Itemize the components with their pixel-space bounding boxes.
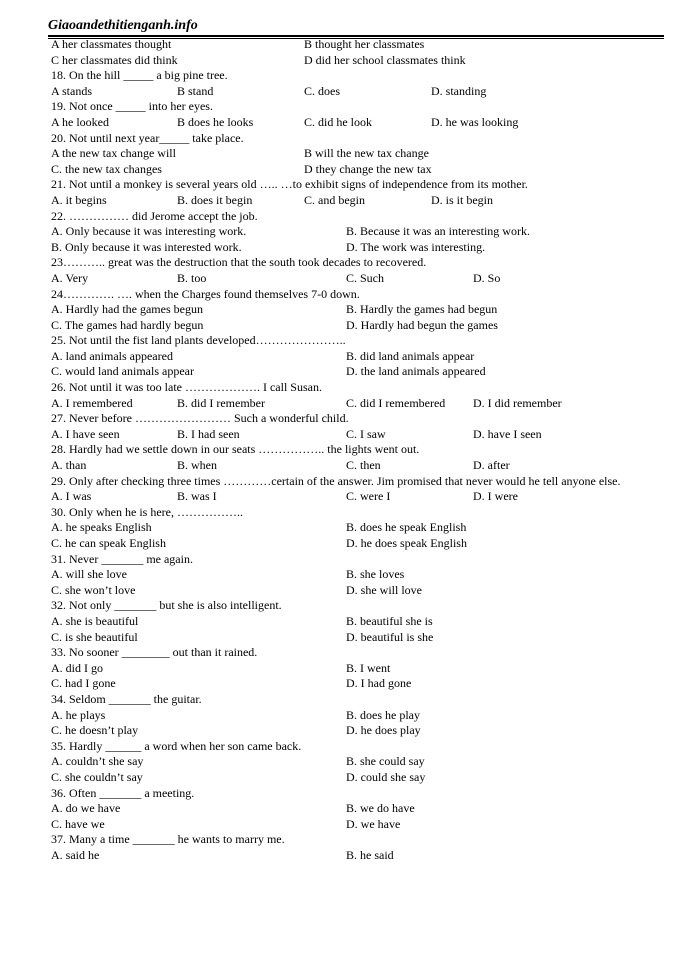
- question-stem: [51, 474, 661, 490]
- answer-options-row: [51, 583, 661, 599]
- answer-option: C her classmates did think: [51, 52, 178, 67]
- answer-option: C. would land animals appear: [51, 364, 194, 379]
- answer-option: B. does it begin: [177, 192, 253, 207]
- answer-options-row: [51, 349, 661, 365]
- answer-options-row: [51, 754, 661, 770]
- exercise-content: [51, 37, 661, 863]
- answer-options-row: [51, 567, 661, 583]
- answer-option: B. we do have: [346, 801, 415, 816]
- question-text: 29. Only after checking three times …………certain of the answer. Jim promised that never would he tell anyone else.: [51, 473, 621, 488]
- answer-option: B. was I: [177, 489, 217, 504]
- answer-option: A. I have seen: [51, 426, 120, 441]
- question-stem: [51, 786, 661, 802]
- question-text: 37. Many a time _______ he wants to marry me.: [51, 832, 285, 847]
- answer-option: B. Hardly the games had begun: [346, 302, 498, 317]
- answer-options-row: [51, 536, 661, 552]
- answer-option: D. I were: [473, 489, 518, 504]
- answer-options-row: [51, 801, 661, 817]
- question-stem: [51, 99, 661, 115]
- answer-option: A the new tax change will: [51, 146, 176, 161]
- answer-option: D. I did remember: [473, 395, 562, 410]
- question-stem: [51, 68, 661, 84]
- answer-options-row: [51, 630, 661, 646]
- question-text: 31. Never _______ me again.: [51, 551, 193, 566]
- answer-option: C. I saw: [346, 426, 386, 441]
- answer-option: A he looked: [51, 114, 109, 129]
- answer-options-row: [51, 427, 661, 443]
- answer-option: B thought her classmates: [304, 37, 425, 51]
- answer-option: B. did I remember: [177, 395, 265, 410]
- answer-option: A. land animals appeared: [51, 348, 173, 363]
- answer-options-row: [51, 53, 661, 69]
- answer-option: B. Only because it was interested work.: [51, 239, 242, 254]
- answer-options-row: [51, 162, 661, 178]
- question-stem: [51, 255, 661, 271]
- question-stem: [51, 739, 661, 755]
- answer-option: B. I had seen: [177, 426, 240, 441]
- answer-option: C. he doesn’t play: [51, 723, 139, 738]
- question-text: 28. Hardly had we settle down in our seats …………….. the lights went out.: [51, 442, 420, 457]
- answer-option: A. I remembered: [51, 395, 133, 410]
- answer-option: D. he does play: [346, 723, 421, 738]
- answer-options-row: [51, 84, 661, 100]
- answer-option: A. he speaks English: [51, 520, 152, 535]
- answer-option: D. we have: [346, 816, 401, 831]
- answer-option: C. The games had hardly begun: [51, 317, 204, 332]
- answer-option: B does he looks: [177, 114, 254, 129]
- answer-option: D. standing: [431, 83, 487, 98]
- answer-options-row: [51, 115, 661, 131]
- answer-option: B. she loves: [346, 567, 405, 582]
- question-text: 19. Not once _____ into her eyes.: [51, 99, 213, 114]
- question-text: 18. On the hill _____ a big pine tree.: [51, 68, 228, 83]
- answer-options-row: [51, 224, 661, 240]
- question-text: 36. Often _______ a meeting.: [51, 785, 195, 800]
- answer-options-row: [51, 271, 661, 287]
- answer-option: D. I had gone: [346, 676, 412, 691]
- question-text: 20. Not until next year_____ take place.: [51, 130, 244, 145]
- answer-option: A. Very: [51, 270, 89, 285]
- answer-options-row: [51, 708, 661, 724]
- answer-option: A. Hardly had the games begun: [51, 302, 203, 317]
- answer-option: A. do we have: [51, 801, 121, 816]
- question-text: 27. Never before …………………… Such a wonderful child.: [51, 411, 349, 426]
- question-text: 21. Not until a monkey is several years old ….. …to exhibit signs of independence from its mother.: [51, 177, 528, 192]
- answer-options-row: [51, 193, 661, 209]
- question-stem: [51, 333, 661, 349]
- question-stem: [51, 177, 661, 193]
- answer-option: A. said he: [51, 847, 100, 862]
- answer-option: A stands: [51, 83, 93, 98]
- answer-option: B. beautiful she is: [346, 613, 433, 628]
- answer-option: B. he said: [346, 847, 394, 862]
- answer-option: D. after: [473, 458, 510, 473]
- question-text: 35. Hardly ______ a word when her son came back.: [51, 738, 302, 753]
- question-text: 25. Not until the fist land plants developed…………………..: [51, 333, 346, 348]
- answer-option: D. have I seen: [473, 426, 542, 441]
- answer-options-row: [51, 676, 661, 692]
- question-text: 30. Only when he is here, ……………..: [51, 504, 243, 519]
- answer-option: C. did I remembered: [346, 395, 446, 410]
- answer-option: B. she could say: [346, 754, 425, 769]
- answer-option: B stand: [177, 83, 214, 98]
- answer-option: C. the new tax changes: [51, 161, 162, 176]
- answer-option: D. So: [473, 270, 501, 285]
- answer-options-row: [51, 770, 661, 786]
- answer-options-row: [51, 661, 661, 677]
- answer-options-row: [51, 520, 661, 536]
- question-text: 23……….. great was the destruction that the south took decades to recovered.: [51, 255, 427, 270]
- question-stem: [51, 131, 661, 147]
- answer-options-row: [51, 364, 661, 380]
- answer-options-row: [51, 146, 661, 162]
- answer-option: B. I went: [346, 660, 391, 675]
- answer-options-row: [51, 240, 661, 256]
- answer-option: B. does he play: [346, 707, 420, 722]
- answer-option: C. is she beautiful: [51, 629, 138, 644]
- answer-option: C. then: [346, 458, 381, 473]
- question-stem: [51, 209, 661, 225]
- answer-option: C. had I gone: [51, 676, 116, 691]
- site-header: Giaoandethitienganh.info: [48, 18, 198, 33]
- answer-options-row: [51, 37, 661, 53]
- answer-option: B. when: [177, 458, 217, 473]
- answer-option: C. she won’t love: [51, 582, 136, 597]
- answer-option: D. the land animals appeared: [346, 364, 486, 379]
- answer-option: A her classmates thought: [51, 37, 172, 51]
- answer-option: A. will she love: [51, 567, 127, 582]
- answer-option: B. too: [177, 270, 207, 285]
- answer-options-row: [51, 458, 661, 474]
- answer-option: C. Such: [346, 270, 385, 285]
- question-text: 26. Not until it was too late ………………. I call Susan.: [51, 380, 322, 395]
- question-stem: [51, 442, 661, 458]
- answer-option: C. did he look: [304, 114, 372, 129]
- answer-option: D did her school classmates think: [304, 52, 466, 67]
- question-stem: [51, 505, 661, 521]
- answer-option: D. she will love: [346, 582, 422, 597]
- question-text: 34. Seldom _______ the guitar.: [51, 691, 202, 706]
- answer-option: D. Hardly had begun the games: [346, 317, 498, 332]
- answer-option: A. than: [51, 458, 87, 473]
- question-stem: [51, 411, 661, 427]
- question-stem: [51, 552, 661, 568]
- question-text: 33. No sooner ________ out than it rained.: [51, 645, 258, 660]
- question-stem: [51, 832, 661, 848]
- question-stem: [51, 645, 661, 661]
- answer-options-row: [51, 318, 661, 334]
- answer-option: C. were I: [346, 489, 391, 504]
- answer-options-row: [51, 302, 661, 318]
- question-text: 32. Not only _______ but she is also intelligent.: [51, 598, 282, 613]
- answer-option: C. she couldn’t say: [51, 769, 143, 784]
- question-text: 22. …………… did Jerome accept the job.: [51, 208, 258, 223]
- answer-option: D. is it begin: [431, 192, 493, 207]
- answer-option: C. and begin: [304, 192, 365, 207]
- question-stem: [51, 380, 661, 396]
- question-stem: [51, 692, 661, 708]
- question-stem: [51, 287, 661, 303]
- answer-options-row: [51, 848, 661, 864]
- answer-option: C. he can speak English: [51, 536, 166, 550]
- answer-options-row: [51, 396, 661, 412]
- answer-option: A. Only because it was interesting work.: [51, 224, 247, 239]
- answer-option: D. he was looking: [431, 114, 519, 129]
- answer-option: B will the new tax change: [304, 146, 429, 161]
- answer-option: A. couldn’t she say: [51, 754, 144, 769]
- question-stem: [51, 598, 661, 614]
- answer-option: A. did I go: [51, 660, 103, 675]
- answer-options-row: [51, 817, 661, 833]
- answer-option: B. Because it was an interesting work.: [346, 224, 530, 239]
- answer-option: D. could she say: [346, 769, 426, 784]
- answer-option: B. did land animals appear: [346, 348, 475, 363]
- answer-option: D. The work was interesting.: [346, 239, 486, 254]
- question-text: 24…………. …. when the Charges found themselves 7-0 down.: [51, 286, 360, 301]
- answer-option: C. have we: [51, 816, 105, 831]
- answer-options-row: [51, 723, 661, 739]
- answer-option: D they change the new tax: [304, 161, 432, 176]
- answer-option: D. beautiful is she: [346, 629, 434, 644]
- answer-option: A. I was: [51, 489, 92, 504]
- answer-option: C. does: [304, 83, 340, 98]
- answer-option: D. he does speak English: [346, 536, 467, 550]
- answer-option: A. she is beautiful: [51, 613, 139, 628]
- answer-option: B. does he speak English: [346, 520, 467, 535]
- answer-options-row: [51, 614, 661, 630]
- answer-options-row: [51, 489, 661, 505]
- answer-option: A. it begins: [51, 192, 107, 207]
- answer-option: A. he plays: [51, 707, 106, 722]
